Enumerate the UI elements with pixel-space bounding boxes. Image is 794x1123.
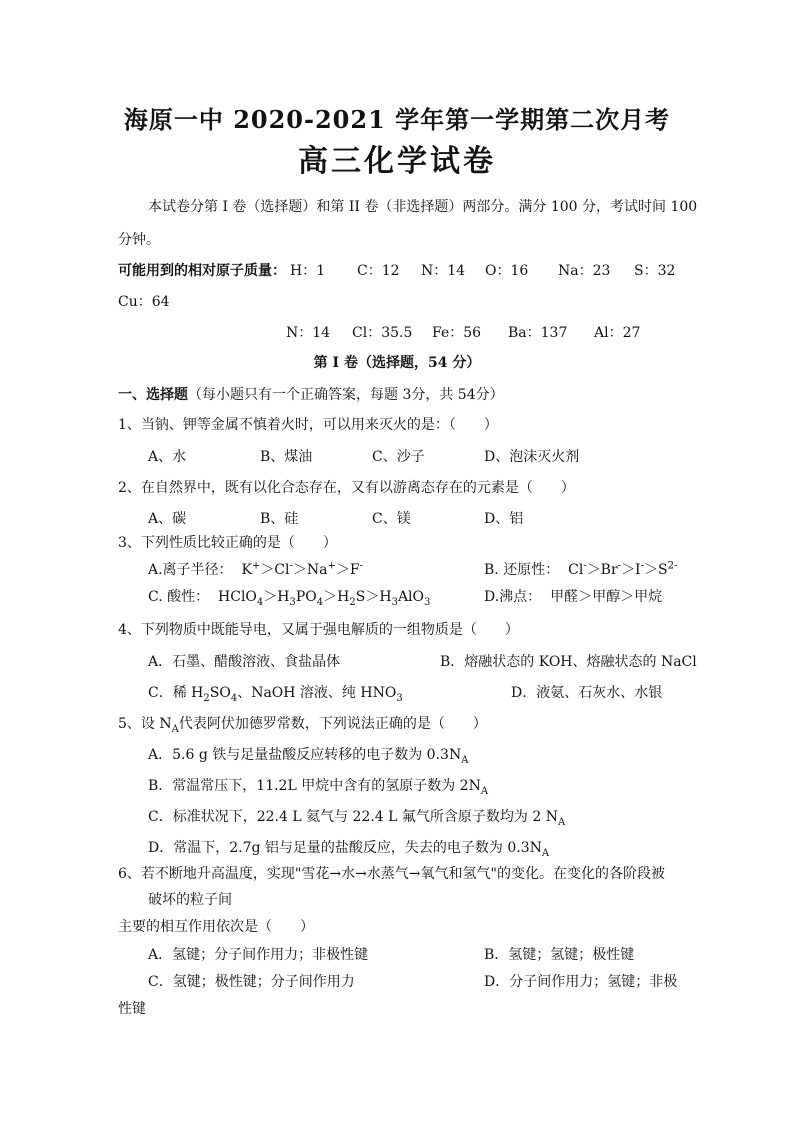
q5-c-sub: A: [557, 816, 566, 828]
mass-al: Al：27: [594, 325, 641, 341]
q6-option-d[interactable]: D．分子间作用力；氢键；非极: [484, 974, 678, 990]
q5-c-text: C．标准状况下，22.4 L 氦气与 22.4 L 氟气所含原子数均为 2 N: [148, 809, 558, 825]
mass-na: Na：23: [558, 263, 611, 279]
q4-option-a[interactable]: A．石墨、醋酸溶液、食盐晶体: [148, 654, 341, 670]
q3-option-a-label: A.离子半径：: [148, 562, 233, 578]
q6-option-c[interactable]: C．氢键；极性键；分子间作用力: [148, 974, 355, 990]
mass-fe: Fe：56: [432, 325, 482, 341]
part-note: （每小题只有一个正确答案，每题 3分，共 54分）: [188, 387, 504, 403]
q4-c-part3: 、NaOH 溶液、纯 HNO: [237, 685, 397, 701]
mass-o: O：16: [485, 263, 529, 279]
q3-stem: 3、下列性质比较正确的是（ ）: [118, 535, 337, 551]
exam-title: 海原一中 2020-2021 学年第一学期第二次月考: [123, 105, 671, 134]
q5-d-text: D．常温下，2.7g 铝与足量的盐酸反应，失去的电子数为 0.3N: [148, 840, 542, 856]
q1-stem: 1、当钠、钾等金属不慎着火时，可以用来灭火的是：（ ）: [118, 417, 498, 433]
q5-stem: [118, 714, 487, 734]
atomic-masses-label: 可能用到的相对原子质量：: [118, 263, 286, 279]
q3-option-a[interactable]: A.离子半径： K+＞Cl-＞Na+＞F-: [148, 560, 364, 578]
q5-stem-sub: A: [171, 723, 179, 735]
atomic-masses-row-1: [118, 261, 286, 281]
q1-option-d[interactable]: D、泡沫灭火剂: [484, 449, 580, 465]
part-heading: [118, 385, 504, 405]
mass-c: C：12: [357, 263, 400, 279]
q5-a-text: A．5.6 g 铁与足量盐酸反应转移的电子数为 0.3N: [148, 747, 462, 763]
q1-option-a[interactable]: A、水: [148, 449, 187, 465]
q2-option-d[interactable]: D、铝: [484, 511, 524, 527]
q3-option-c-label: C. 酸性：: [148, 589, 210, 605]
q5-option-b[interactable]: [148, 776, 488, 796]
q6-option-a[interactable]: A．氢键；分子间作用力；非极性键: [148, 947, 369, 963]
q6-stem-line-3: 主要的相互作用依次是（ ）: [118, 919, 314, 935]
mass-cu: Cu：64: [118, 294, 170, 310]
q5-b-text: B．常温常压下，11.2L 甲烷中含有的氢原子数为 2N: [148, 778, 481, 794]
mass-n-2: N：14: [286, 325, 331, 341]
q4-option-d[interactable]: D．液氨、石灰水、水银: [511, 685, 663, 701]
mass-cl: Cl：35.5: [352, 325, 413, 341]
mass-h: H：1: [290, 263, 326, 279]
exam-subtitle: 高三化学试卷: [298, 144, 496, 179]
q5-stem-part1: 5、设 N: [118, 716, 172, 732]
part-title: 一、选择题: [118, 387, 188, 403]
q5-d-sub: A: [541, 847, 550, 859]
q4-option-c[interactable]: C．稀 $H_2SO_4$、NaOH 溶液、纯 $HNO_3$: [148, 685, 403, 704]
q6-stem-line-1: 6、若不断地升高温度，实现"雪花→水→水蒸气→氧气和氢气"的变化。在变化的各阶段被: [118, 866, 665, 882]
q5-option-c[interactable]: [148, 807, 565, 827]
q2-option-a[interactable]: A、碳: [148, 511, 187, 527]
q3-option-d-text: 甲醛＞甲醇＞甲烷: [550, 589, 663, 605]
intro-line-1: 本试卷分第 I 卷（选择题）和第 II 卷（非选择题）两部分。满分 100 分，考试时间 100: [148, 199, 698, 215]
q3-option-c[interactable]: C. 酸性： $HClO_4>H_3PO_4>H_2S>H_3AlO_3$: [148, 589, 431, 608]
intro-line-2: 分钟。: [118, 232, 160, 248]
q3-option-b-label: B. 还原性：: [484, 562, 560, 578]
q6-option-b[interactable]: B．氢键；氢键；极性键: [484, 947, 635, 963]
q3-option-b[interactable]: B. 还原性： $Cl^->Br^->I^->S^{2-}$: [484, 560, 678, 578]
q4-c-part1: C．稀 H: [148, 685, 204, 701]
q1-option-c[interactable]: C、沙子: [372, 449, 425, 465]
q5-a-sub: A: [461, 754, 469, 766]
q6-stem-line-2: 破坏的粒子间: [148, 892, 232, 908]
q3-option-d[interactable]: [484, 587, 662, 607]
section-heading: 第 I 卷（选择题，54 分）: [313, 355, 481, 371]
q5-b-sub: A: [480, 785, 489, 797]
q6-option-d-continued: 性键: [118, 1001, 146, 1017]
mass-ba: Ba：137: [508, 325, 568, 341]
q4-option-b[interactable]: B．熔融状态的 KOH、熔融状态的 NaCl: [440, 654, 697, 670]
q4-c-part2: SO: [209, 685, 231, 701]
mass-s: S：32: [634, 263, 676, 279]
q5-option-a[interactable]: [148, 745, 468, 765]
q2-option-c[interactable]: C、镁: [372, 511, 411, 527]
q2-option-b[interactable]: B、硅: [260, 511, 299, 527]
mass-n: N：14: [421, 263, 466, 279]
q4-stem: 4、下列物质中既能导电，又属于强电解质的一组物质是（ ）: [118, 622, 519, 638]
q3-option-d-label: D.沸点：: [484, 589, 542, 605]
q5-option-d[interactable]: [148, 838, 549, 858]
q2-stem: 2、在自然界中，既有以化合态存在，又有以游离态存在的元素是（ ）: [118, 480, 575, 496]
q5-stem-part2: 代表阿伏加德罗常数，下列说法正确的是（ ）: [178, 716, 487, 732]
q1-option-b[interactable]: B、煤油: [260, 449, 313, 465]
